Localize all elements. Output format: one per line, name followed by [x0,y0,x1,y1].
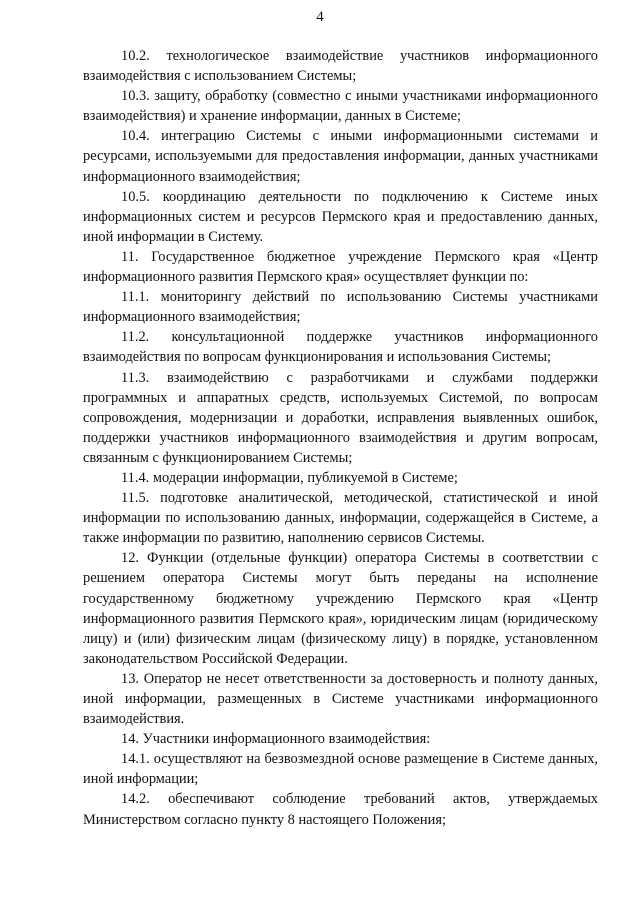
document-body [83,46,598,830]
paragraph-14-1: 14.1. осуществляют на безвозмездной основе размещение в Системе данных, иной информации; [83,751,598,788]
paragraph-11-4: 11.4. модерации информации, публикуемой в Системе; [121,469,458,486]
paragraph-12: 12. Функции (отдельные функции) оператора Системы в соответствии с решением оператора Системы могут быть переданы на исполнение государственному бюджетному учреждению Пермского края «Центр информационного развития Пермского края», юридическим лицам (юридическому лицу) и (или) физическим лицам (физическому лицу) в порядке, установленном законодательством Российской Федерации. [83,550,598,667]
paragraph-10-2: 10.2. технологическое взаимодействие участников информационного взаимодействия с использованием Системы; [83,48,598,85]
paragraph-11-2: 11.2. консультационной поддержке участников информационного взаимодействия по вопросам функционирования и использования Системы; [83,329,598,366]
paragraph-11-5: 11.5. подготовке аналитической, методической, статистической и иной информации по использованию данных, информации, содержащейся в Системе, а также информации по развитию, наполнению сервисов Системы. [83,490,598,547]
paragraph-11: 11. Государственное бюджетное учреждение Пермского края «Центр информационного развития Пермского края» осуществляет функции по: [83,248,598,286]
page-number: 4 [316,9,324,25]
paragraph-13: 13. Оператор не несет ответственности за достоверность и полноту данных, иной информации, размещенных в Системе участниками информационного взаимодействия. [83,670,598,728]
paragraph-11-1: 11.1. мониторингу действий по использованию Системы участниками информационного взаимодействия; [83,289,598,326]
paragraph-10-5: 10.5. координацию деятельности по подключению к Системе иных информационных систем и ресурсов Пермского края и предоставлению данных, иной информации в Систему. [83,188,598,245]
paragraph-14-2: 14.2. обеспечивают соблюдение требований актов, утверждаемых Министерством согласно пункту 8 настоящего Положения; [83,791,598,828]
paragraph-14: 14. Участники информационного взаимодействия: [121,731,431,748]
paragraph-11-3: 11.3. взаимодействию с разработчиками и службами поддержки программных и аппаратных средств, используемых Системой, по вопросам сопровождения, модернизации и доработки, исправления выявленных ошибок, поддержки участников информационного взаимодействия и другим вопросам, связанным с функционированием Системы; [83,369,598,466]
paragraph-10-4: 10.4. интеграцию Системы с иными информационными системами и ресурсами, используемыми для предоставления информации, данных участниками информационного взаимодействия; [83,128,598,185]
paragraph-10-3: 10.3. защиту, обработку (совместно с иными участниками информационного взаимодействия) и хранение информации, данных в Системе; [83,88,598,125]
